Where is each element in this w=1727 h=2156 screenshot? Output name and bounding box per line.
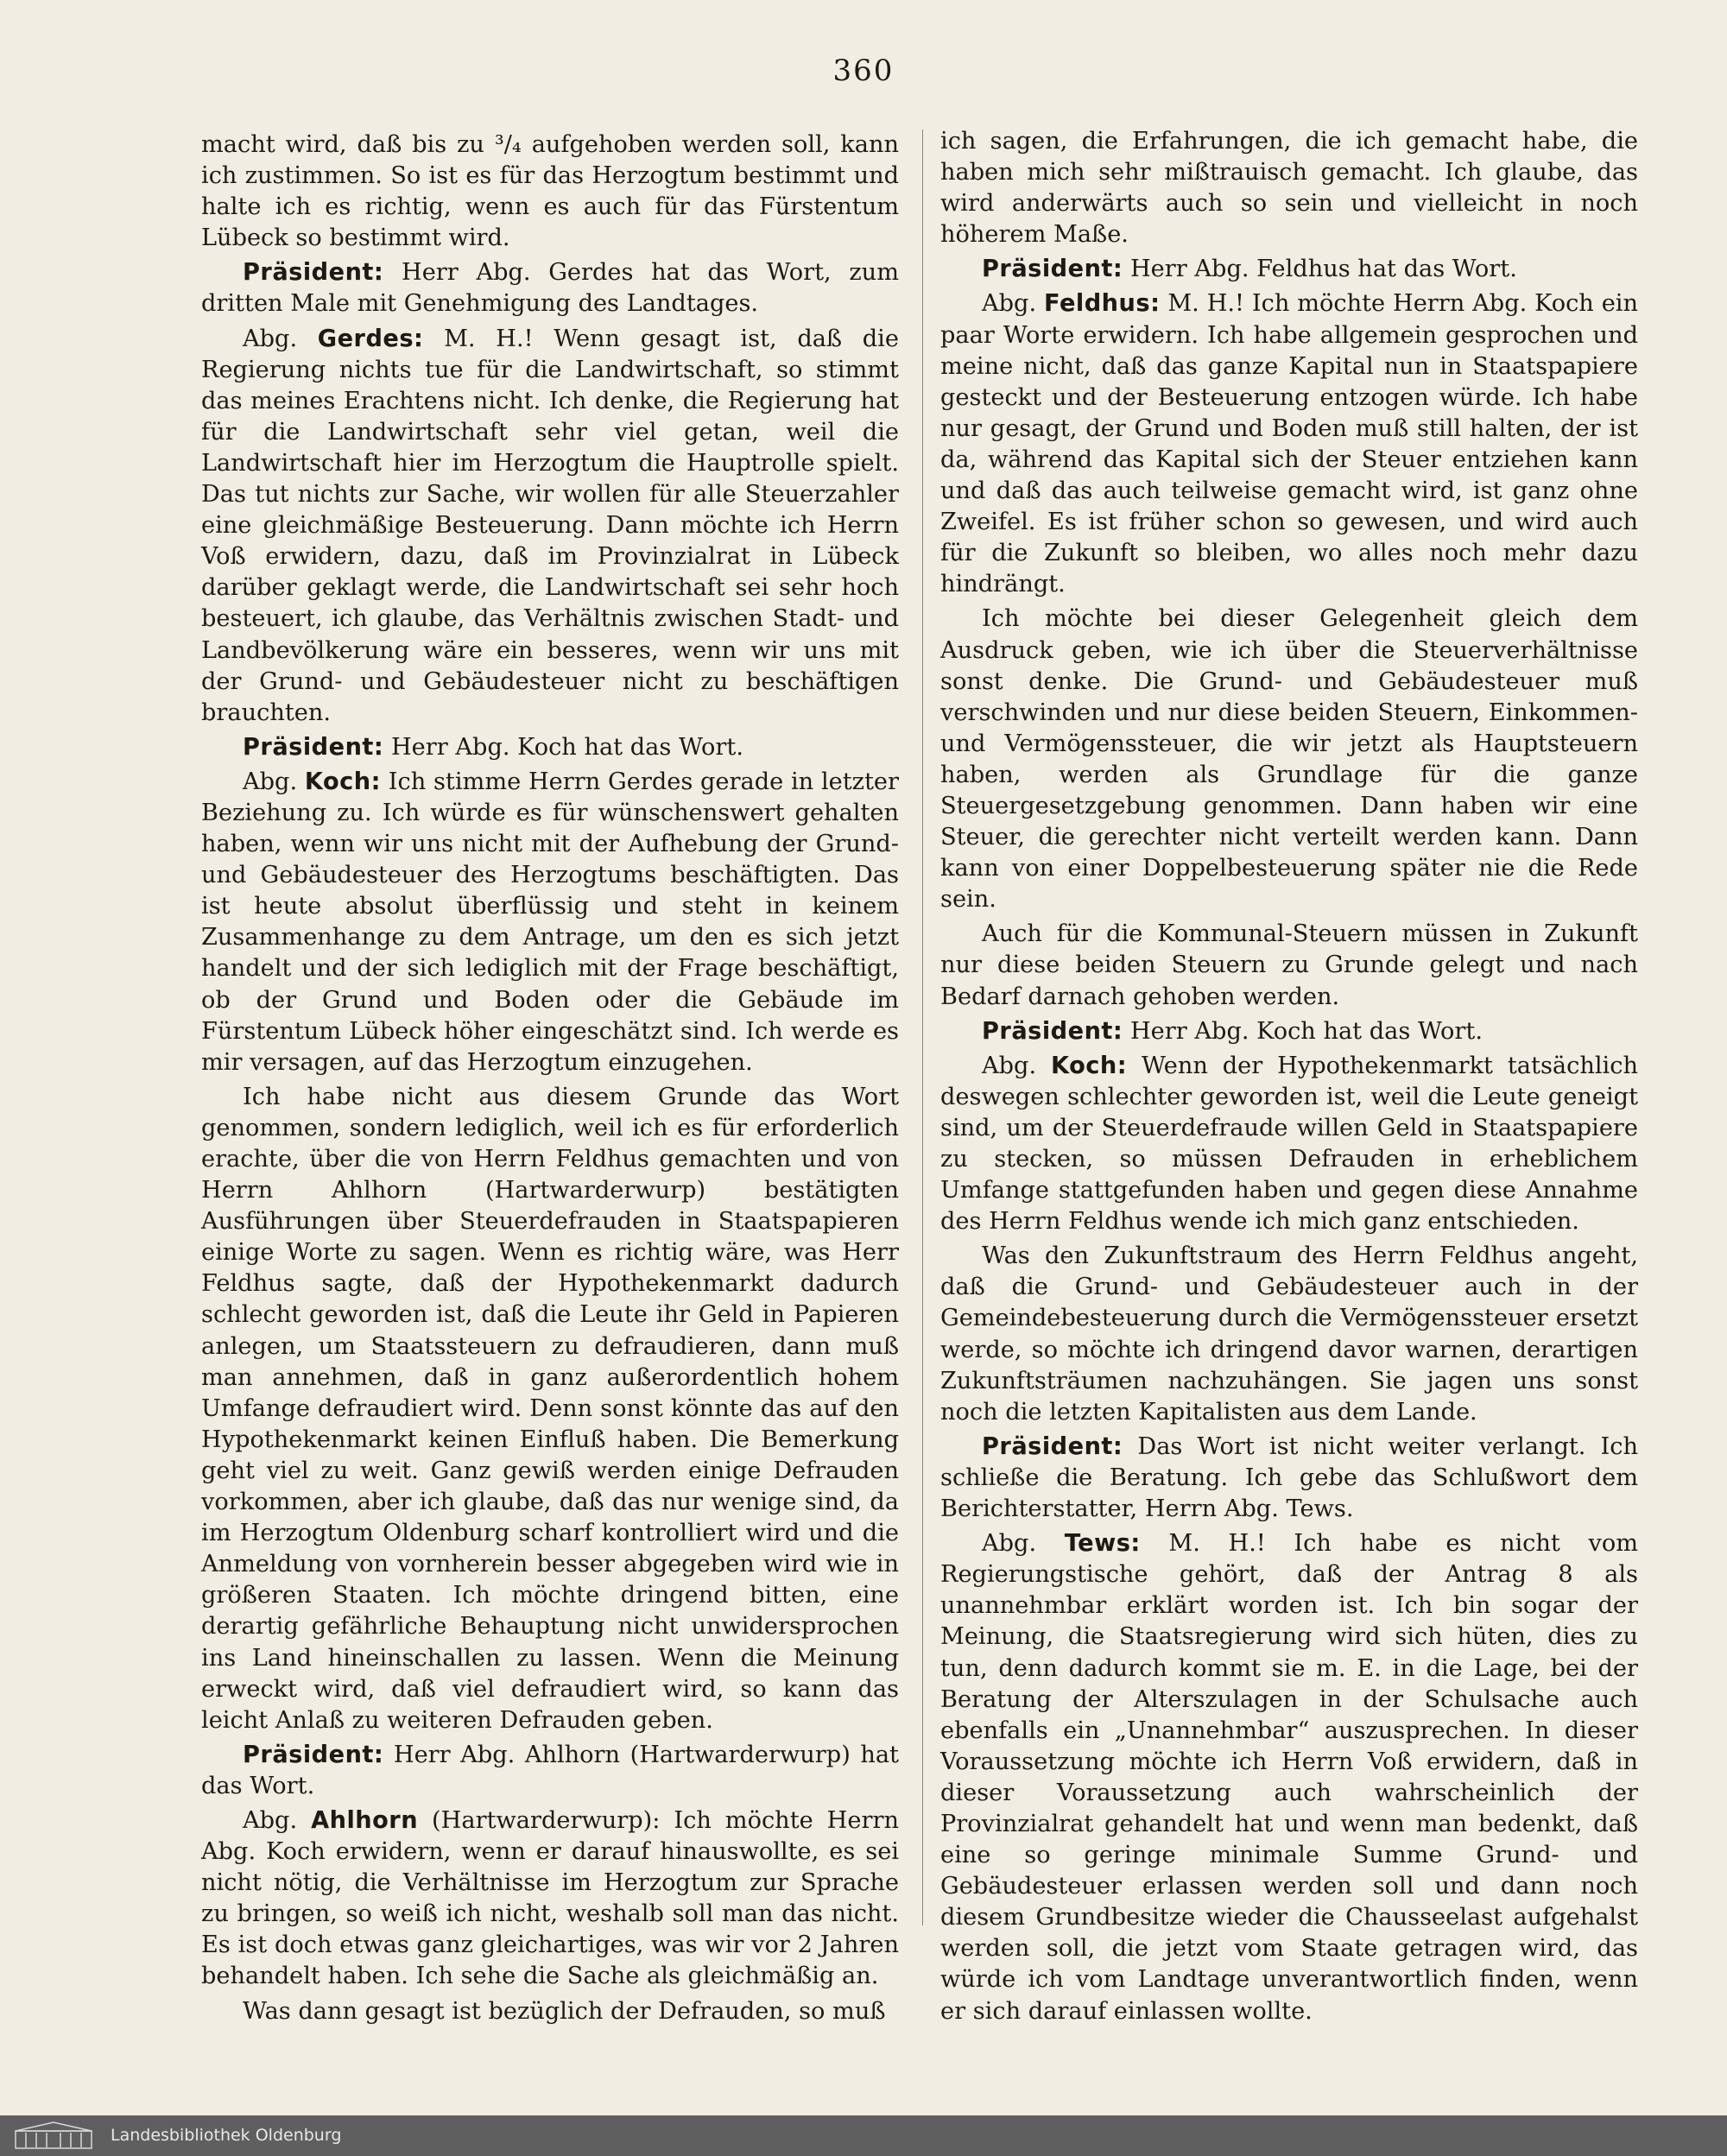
- paragraph-text: Herr Abg. Ahlhorn (Hartwarderwurp) hat das Wort.: [201, 1741, 899, 1799]
- paragraph: [201, 1740, 899, 1802]
- paragraph: [940, 1432, 1638, 1525]
- speaker-label: Gerdes:: [317, 325, 424, 352]
- speaker-label: Koch:: [304, 768, 381, 795]
- right-column: [940, 126, 1638, 2031]
- paragraph-text: Ich habe nicht aus diesem Grunde das Wort genommen, sondern lediglich, weil ich es für erforderlich erachte, über die von Herrn Feldhus gemachten und von Herrn Ahlhorn (Hartwarderwurp) bestätigten Ausführungen über Steuerdefrauden in Staatspapieren einige Worte zu sagen. Wenn es richtig wäre, was Herr Feldhus sagte, daß der Hypothekenmarkt dadurch schlecht geworden ist, daß die Leute ihr Geld in Papieren anlegen, um Staatssteuern zu defraudieren, dann muß man annehmen, daß in ganz außerordentlich hohem Umfange defraudiert wird. Denn sonst könnte das auf den Hypothekenmarkt keinen Einfluß haben. Die Bemerkung geht viel zu weit. Ganz gewiß werden einige Defrauden vorkommen, aber ich glaube, daß das nur wenige sind, da im Herzogtum Oldenburg scharf kontrolliert wird und die Anmeldung von vornherein besser abgegeben wird wie in größeren Staaten. Ich möchte dringend bitten, eine derartig gefährliche Behauptung nicht unwidersprochen ins Land hineinschallen zu lassen. Wenn die Meinung erweckt wird, daß viel defraudiert wird, so kann das leicht Anlaß zu weiteren Defrauden geben.: [201, 1083, 899, 1734]
- paragraph-text: ich sagen, die Erfahrungen, die ich gemacht habe, die haben mich sehr mißtrauisch gemacht. Ich glaube, das wird anderwärts auch so sein und vielleicht in noch höherem Maße.: [940, 128, 1638, 249]
- paragraph: [201, 324, 899, 729]
- paragraph-text: Herr Abg. Gerdes hat das Wort, zum dritten Male mit Genehmigung des Landtages.: [201, 259, 899, 318]
- speaker-label: Präsident:: [982, 256, 1123, 283]
- paragraph-text: Auch für die Kommunal-Steuern müssen in Zukunft nur diese beiden Steuern zu Grunde gelegt und nach Bedarf darnach gehoben werden.: [940, 920, 1638, 1010]
- paragraph: [940, 1528, 1638, 2027]
- paragraph-text: Ich stimme Herrn Gerdes gerade in letzter Beziehung zu. Ich würde es für wünschenswert gehalten haben, wenn wir uns nicht mit der Aufhebung der Grund- und Gebäudesteuer des Herzogtums beschäftigten. Das ist heute absolut überflüssig und steht in keinem Zusammenhange zu dem Antrage, um den es sich jetzt handelt und der sich lediglich mit der Frage beschäftigt, ob der Grund und Boden oder die Gebäude im Fürstentum Lübeck höher eingeschätzt sind. Ich werde es mir versagen, auf das Herzogtum einzugehen.: [201, 768, 899, 1076]
- paragraph-text: (Hartwarderwurp): Ich möchte Herrn Abg. Koch erwidern, wenn er darauf hinauswollte, es sei nicht nötig, die Verhältnisse im Herzogtum zur Sprache zu bringen, so weiß ich nicht, weshalb soll man das nicht. Es ist doch etwas ganz gleichartiges, was wir vor 2 Jahren behandelt haben. Ich sehe die Sache als gleichmäßig an.: [201, 1806, 899, 1990]
- speaker-label: Tews:: [1064, 1530, 1141, 1558]
- speaker-label: Präsident:: [243, 259, 384, 287]
- left-column: [201, 130, 899, 2031]
- column-divider: [922, 130, 923, 1925]
- paragraph-text: Was den Zukunftstraum des Herrn Feldhus angeht, daß die Grund- und Gebäudesteuer auch in der Gemeindebesteuerung durch die Vermögenssteuer ersetzt werde, so möchte ich dringend davor warnen, derartigen Zukunftsträumen nachzuhängen. Sie jagen uns sonst noch die letzten Kapitalisten aus dem Lande.: [940, 1242, 1638, 1426]
- paragraph-text: Herr Abg. Koch hat das Wort.: [390, 733, 743, 761]
- paragraph: [201, 1996, 899, 2027]
- speaker-label: Koch:: [1051, 1052, 1128, 1079]
- paragraph: [201, 732, 899, 763]
- paragraph: [940, 604, 1638, 915]
- paragraph-text: M. H.! Wenn gesagt ist, daß die Regierung nichts tue für die Landwirtschaft, so stimmt das meines Erachtens nicht. Ich denke, die Regierung hat für die Landwirtschaft sehr viel getan, weil die Landwirtschaft hier im Herzogtum die Hauptrolle spielt. Das tut nichts zur Sache, wir wollen für alle Steuerzahler eine gleichmäßige Besteuerung. Dann möchte ich Herrn Voß erwidern, dazu, daß im Provinzialrat in Lübeck darüber geklagt werde, die Landwirtschaft sei sehr hoch besteuert, ich glaube, das Verhältnis zwischen Stadt- und Landbevölkerung wäre ein besseres, wenn wir uns mit der Grund- und Gebäudesteuer nicht zu beschäftigen brauchten.: [201, 325, 899, 726]
- speaker-label: Präsident:: [982, 1432, 1123, 1460]
- paragraph: [940, 288, 1638, 600]
- paragraph-text: macht wird, daß bis zu ³/₄ aufgehoben werden soll, kann ich zustimmen. So ist es für das Herzogtum bestimmt und halte ich es richtig, wenn es auch für das Fürstentum Lübeck so bestimmt wird.: [201, 131, 899, 252]
- page-number: 360: [832, 54, 895, 88]
- abg-prefix: Abg.: [243, 768, 298, 795]
- paragraph: [201, 767, 899, 1078]
- paragraph: [940, 126, 1638, 250]
- paragraph: [201, 130, 899, 254]
- paragraph: [940, 919, 1638, 1012]
- paragraph-text: Das Wort ist nicht weiter verlangt. Ich schließe die Beratung. Ich gebe das Schlußwort dem Berichterstatter, Herrn Abg. Tews.: [940, 1432, 1638, 1523]
- library-name: Landesbibliothek Oldenburg: [111, 2126, 342, 2145]
- library-building-icon: [14, 2121, 93, 2150]
- library-footer-bar: [0, 2115, 1727, 2156]
- paragraph: [940, 254, 1638, 285]
- paragraph: [940, 1051, 1638, 1238]
- paragraph: [201, 1082, 899, 1736]
- paragraph-text: Herr Abg. Koch hat das Wort.: [1129, 1017, 1483, 1045]
- paragraph: [940, 1241, 1638, 1428]
- paragraph: [201, 1805, 899, 1993]
- paragraph-text: Ich möchte bei dieser Gelegenheit gleich dem Ausdruck geben, wie ich über die Steuerverhältnisse sonst denke. Die Grund- und Gebäudesteuer muß verschwinden und nur diese beiden Steuern, Einkommen- und Vermögenssteuer, die wir jetzt als Hauptsteuern haben, werden als Grundlage für die ganze Steuergesetzgebung genommen. Dann haben wir eine Steuer, die gerechter nicht verteilt werden kann. Dann kann von einer Doppelbesteuerung später nie die Rede sein.: [940, 605, 1638, 914]
- paragraph-text: Herr Abg. Feldhus hat das Wort.: [1129, 256, 1517, 283]
- abg-prefix: Abg.: [982, 1052, 1037, 1079]
- speaker-label: Präsident:: [243, 733, 384, 761]
- abg-prefix: Abg.: [243, 1806, 298, 1834]
- paragraph-text: Was dann gesagt ist bezüglich der Defrauden, so muß: [243, 1997, 886, 2025]
- abg-prefix: Abg.: [243, 325, 298, 352]
- speaker-label: Präsident:: [243, 1741, 384, 1768]
- abg-prefix: Abg.: [982, 290, 1037, 318]
- paragraph-text: M. H.! Ich habe es nicht vom Regierungstische gehört, daß der Antrag 8 als unannehmbar erklärt worden ist. Ich bin sogar der Meinung, die Staatsregierung wird sich hüten, dies zu tun, denn dadurch kommt sie m. E. in die Lage, bei der Beratung der Alterszulagen in der Schulsache auch ebenfalls ein „Unannehmbar“ auszusprechen. In dieser Voraussetzung möchte ich Herrn Voß erwidern, daß in dieser Voraussetzung auch wahrscheinlich der Provinzialrat gehandelt hat und wenn man bedenkt, daß eine so geringe minimale Summe Grund- und Gebäudesteuer erlassen werden soll und dann noch diesem Grundbesitze wieder die Chausseelast aufgehalst werden soll, die jetzt vom Staate getragen wird, das würde ich vom Landtage unverantwortlich finden, wenn er sich darauf einlassen wollte.: [940, 1530, 1638, 2025]
- paragraph-text: Wenn der Hypothekenmarkt tatsächlich deswegen schlechter geworden ist, weil die Leute geneigt sind, um der Steuerdefraude willen Geld in Staatspapiere zu stecken, so müssen Defrauden in erheblichem Umfange stattgefunden haben und gegen diese Annahme des Herrn Feldhus wende ich mich ganz entschieden.: [940, 1052, 1638, 1236]
- paragraph: [940, 1016, 1638, 1047]
- abg-prefix: Abg.: [982, 1530, 1037, 1558]
- paragraph: [201, 257, 899, 319]
- paragraph-text: M. H.! Ich möchte Herrn Abg. Koch ein paar Worte erwidern. Ich habe allgemein gesprochen und meine nicht, daß das ganze Kapital nun in Staatspapiere gesteckt und der Besteuerung entzogen würde. Ich habe nur gesagt, der Grund und Boden muß still halten, der ist da, während das Kapital sich der Steuer entziehen kann und daß das auch teilweise gemacht wird, ist ganz ohne Zweifel. Es ist früher schon so gewesen, und wird auch für die Zukunft so bleiben, wo alles noch mehr dazu hindrängt.: [940, 290, 1638, 598]
- speaker-label: Ahlhorn: [311, 1806, 419, 1834]
- speaker-label: Präsident:: [982, 1017, 1123, 1045]
- speaker-label: Feldhus:: [1043, 290, 1161, 318]
